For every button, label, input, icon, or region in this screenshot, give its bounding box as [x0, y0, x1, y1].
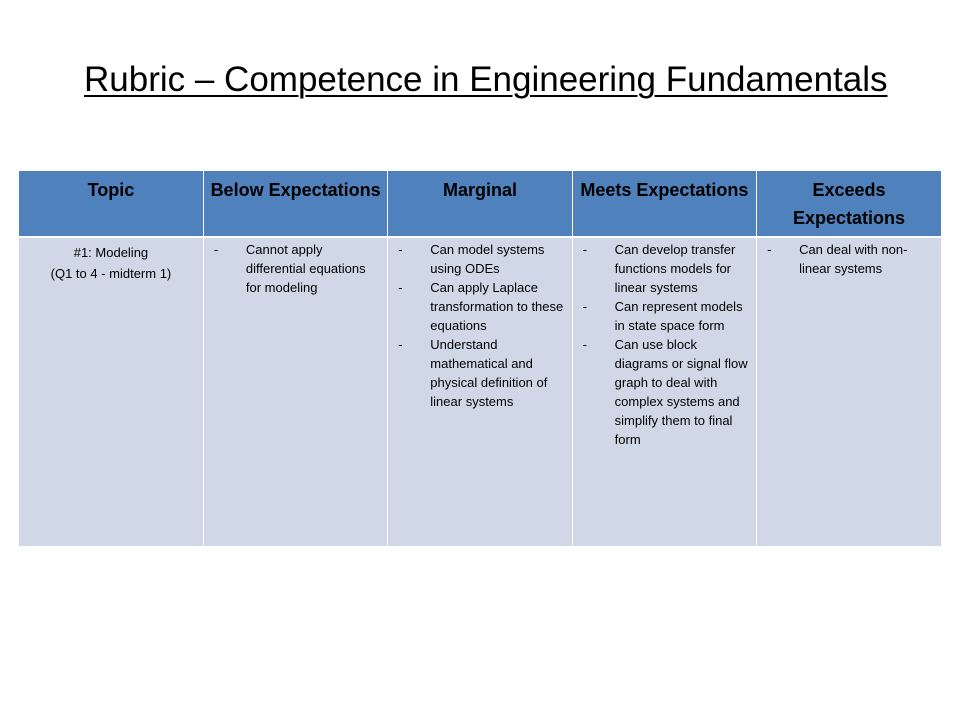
header-below-expectations: Below Expectations	[203, 171, 387, 237]
topic-name: #1: Modeling	[73, 245, 149, 260]
criterion-item: - Can use block diagrams or signal flow graph to deal with complex systems and simplify them to final form	[579, 335, 750, 449]
criterion-item: - Can deal with non-linear systems	[763, 240, 935, 278]
marginal-cell	[388, 237, 572, 546]
below-criteria-list	[210, 240, 381, 297]
topic-scope: (Q1 to 4 - midterm 1)	[50, 266, 172, 281]
criterion-item: - Cannot apply differential equations for modeling	[210, 240, 381, 297]
table-row	[19, 237, 941, 546]
criterion-item: - Can model systems using ODEs	[394, 240, 565, 278]
header-topic: Topic	[19, 171, 203, 237]
marginal-criteria-list	[394, 240, 565, 411]
criterion-item: - Can apply Laplace transformation to these equations	[394, 278, 565, 335]
exceeds-criteria-list	[763, 240, 935, 278]
rubric-table	[19, 171, 941, 546]
criterion-item: - Can develop transfer functions models for linear systems	[579, 240, 750, 297]
meets-criteria-list	[579, 240, 750, 449]
meets-expectations-cell	[572, 237, 756, 546]
header-row	[19, 171, 941, 237]
header-exceeds-expectations: Exceeds Expectations	[757, 171, 941, 237]
below-expectations-cell	[203, 237, 387, 546]
header-meets-expectations: Meets Expectations	[572, 171, 756, 237]
header-marginal: Marginal	[388, 171, 572, 237]
criterion-item: - Understand mathematical and physical definition of linear systems	[394, 335, 565, 411]
topic-cell	[19, 237, 203, 546]
exceeds-expectations-cell	[757, 237, 941, 546]
slide-title: Rubric – Competence in Engineering Fundamentals	[84, 60, 888, 99]
criterion-item: - Can represent models in state space form	[579, 297, 750, 335]
